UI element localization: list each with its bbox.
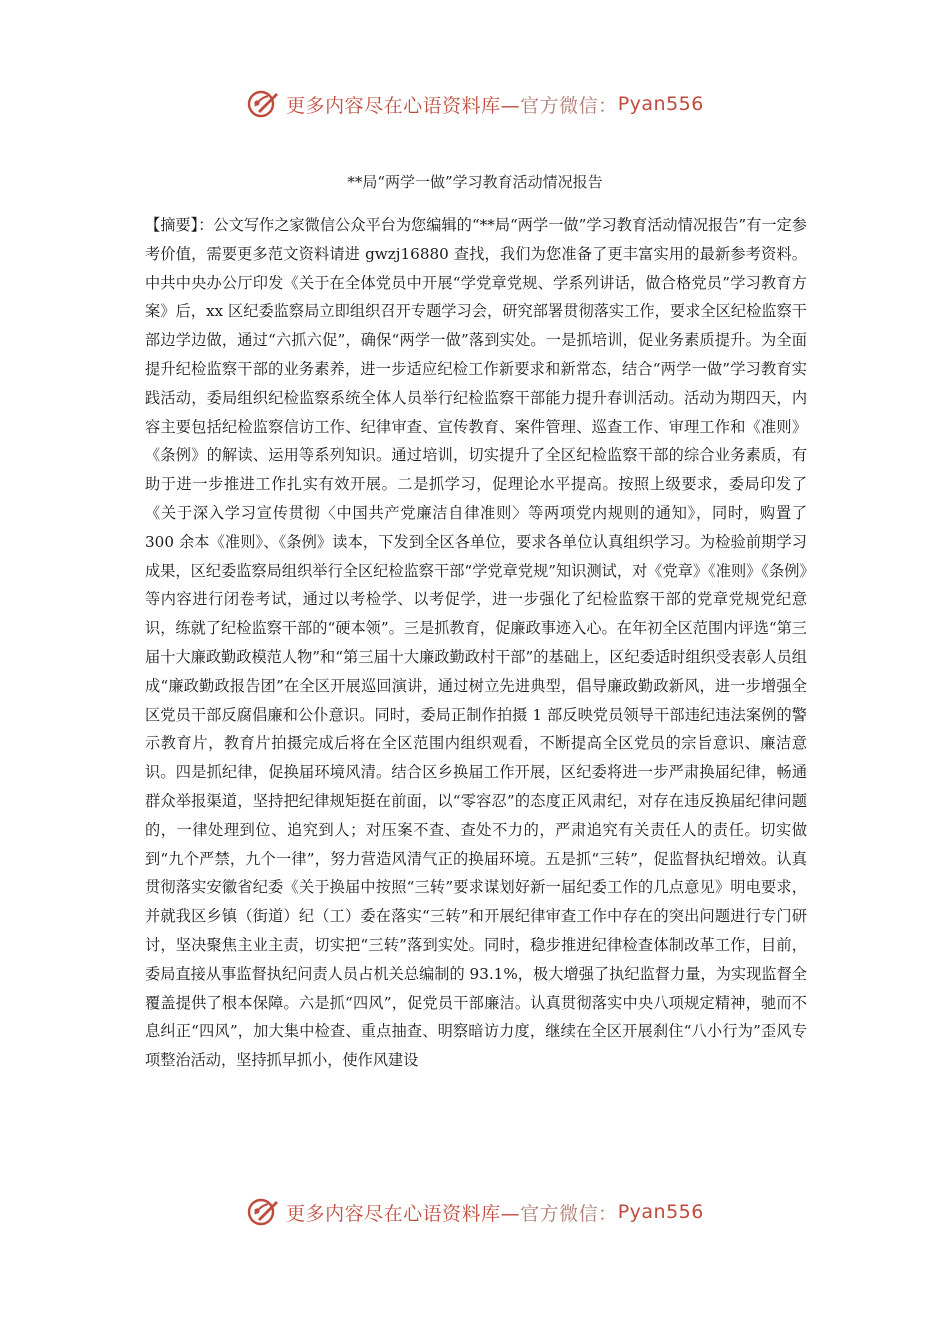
abstract-paragraph — [145, 211, 807, 1075]
pen-logo-icon — [246, 1195, 280, 1229]
header-banner — [0, 82, 950, 126]
wechat-id: Pyan556 — [617, 1201, 704, 1223]
document-body — [145, 211, 807, 1075]
banner-text: 更多内容尽在心语资料库— — [286, 1202, 521, 1225]
pen-logo-icon — [246, 87, 280, 121]
wechat-label: 官方微信： — [520, 1202, 618, 1225]
footer-banner — [0, 1190, 950, 1234]
abstract-label: 【摘要】 — [145, 216, 199, 234]
banner-text: 更多内容尽在心语资料库— — [286, 94, 521, 117]
document-title: **局“两学一做”学习教育活动情况报告 — [347, 173, 603, 191]
wechat-label: 官方微信： — [520, 94, 618, 117]
wechat-id: Pyan556 — [617, 93, 704, 115]
abstract-text: ：公文写作之家微信公众平台为您编辑的“**局“两学一做”学习教育活动情况报告”有一定参考价值，需要更多范文资料请进 gwzj16880 查找，我们为您准备了更丰富实用的最新参考资料。中共中央办公厅印发《关于在全体党员中开展“学党章党规、学系列讲话，做合格党员”学习教育方案》后，xx 区纪委监察局立即组织召开专题学习会，研究部署贯彻落实工作，要求全区纪检监察干部边学边做，通过“六抓六促”，确保“两学一做”落到实处。一是抓培训，促业务素质提升。为全面提升纪检监察干部的业务素养，进一步适应纪检工作新要求和新常态，结合“两学一做”学习教育实践活动，委局组织纪检监察系统全体人员举行纪检监察干部能力提升春训活动。活动为期四天，内容主要包括纪检监察信访工作、纪律审查、宣传教育、案件管理、巡查工作、审理工作和《准则》《条例》的解读、运用等系列知识。通过培训，切实提升了全区纪检监察干部的综合业务素质，有助于进一步推进工作扎实有效开展。二是抓学习，促理论水平提高。按照上级要求，委局印发了《关于深入学习宣传贯彻〈中国共产党廉洁自律准则〉等两项党内规则的通知》，同时，购置了 300 余本《准则》、《条例》读本，下发到全区各单位，要求各单位认真组织学习。为检验前期学习成果，区纪委监察局组织举行全区纪检监察干部“学党章党规”知识测试，对《党章》《准则》《条例》等内容进行闭卷考试，通过以考检学、以考促学，进一步强化了纪检监察干部的党章党规党纪意识，练就了纪检监察干部的“硬本领”。三是抓教育，促廉政事迹入心。在年初全区范围内评选“第三届十大廉政勤政模范人物”和“第三届十大廉政勤政村干部”的基础上，区纪委适时组织受表彰人员组成“廉政勤政报告团”在全区开展巡回演讲，通过树立先进典型，倡导廉政勤政新风，进一步增强全区党员干部反腐倡廉和公仆意识。同时，委局正制作拍摄 1 部反映党员领导干部违纪违法案例的警示教育片，教育片拍摄完成后将在全区范围内组织观看，不断提高全区党员的宗旨意识、廉洁意识。四是抓纪律，促换届环境风清。结合区乡换届工作开展，区纪委将进一步严肃换届纪律，畅通群众举报渠道，坚持把纪律规矩挺在前面，以“零容忍”的态度正风肃纪，对存在违反换届纪律问题的，一律处理到位、追究到人；对压案不查、查处不力的，严肃追究有关责任人的责任。切实做到“九个严禁，九个一律”，努力营造风清气正的换届环境。五是抓“三转”，促监督执纪增效。认真贯彻落实安徽省纪委《关于换届中按照“三转”要求谋划好新一届纪委工作的几点意见》明电要求，并就我区乡镇（街道）纪（工）委在落实“三转”和开展纪律审查工作中存在的突出问题进行专门研讨，坚决聚焦主业主责，切实把“三转”落到实处。同时，稳步推进纪律检查体制改革工作，目前，委局直接从事监督执纪问责人员占机关总编制的 93.1%，极大增强了执纪监督力量，为实现监督全覆盖提供了根本保障。六是抓“四风”，促党员干部廉洁。认真贯彻落实中央八项规定精神，驰而不息纠正“四风”，加大集中检查、重点抽查、明察暗访力度，继续在全区开展刹住“八小行为”歪风专项整治活动，坚持抓早抓小，使作风建设 — [145, 216, 807, 1070]
